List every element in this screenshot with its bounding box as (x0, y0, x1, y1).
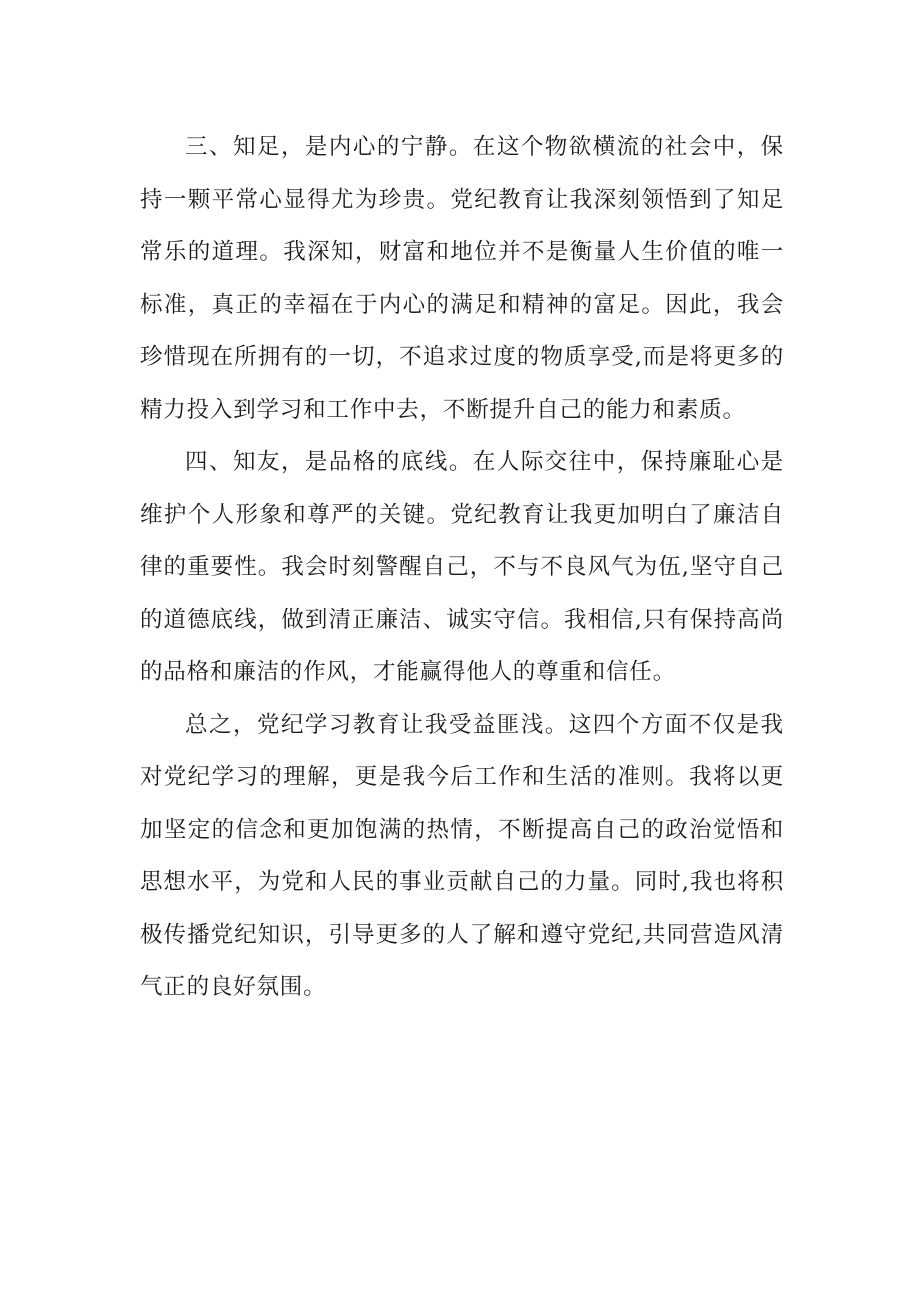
paragraph-zhizu: 三、知足，是内心的宁静。在这个物欲横流的社会中，保持一颗平常心显得尤为珍贵。党纪教育让我深刻领悟到了知足常乐的道理。我深知，财富和地位并不是衡量人生价值的唯一标准，真正的幸福在于内心的满足和精神的富足。因此，我会珍惜现在所拥有的一切，不追求过度的物质享受,而是将更多的精力投入到学习和工作中去，不断提升自己的能力和素质。 (140, 134, 784, 423)
paragraph-zhiyou: 四、知友，是品格的底线。在人际交往中，保持廉耻心是维护个人形象和尊严的关键。党纪教育让我更加明白了廉洁自律的重要性。我会时刻警醒自己，不与不良风气为伍,坚守自己的道德底线，做到清正廉洁、诚实守信。我相信,只有保持高尚的品格和廉洁的作风，才能赢得他人的尊重和信任。 (140, 449, 784, 685)
paragraph-conclusion: 总之，党纪学习教育让我受益匪浅。这四个方面不仅是我对党纪学习的理解，更是我今后工作和生活的准则。我将以更加坚定的信念和更加饱满的热情，不断提高自己的政治觉悟和思想水平，为党和人民的事业贡献自己的力量。同时,我也将积极传播党纪知识，引导更多的人了解和遵守党纪,共同营造风清气正的良好氛围。 (140, 711, 784, 1000)
document-body (140, 121, 784, 1014)
